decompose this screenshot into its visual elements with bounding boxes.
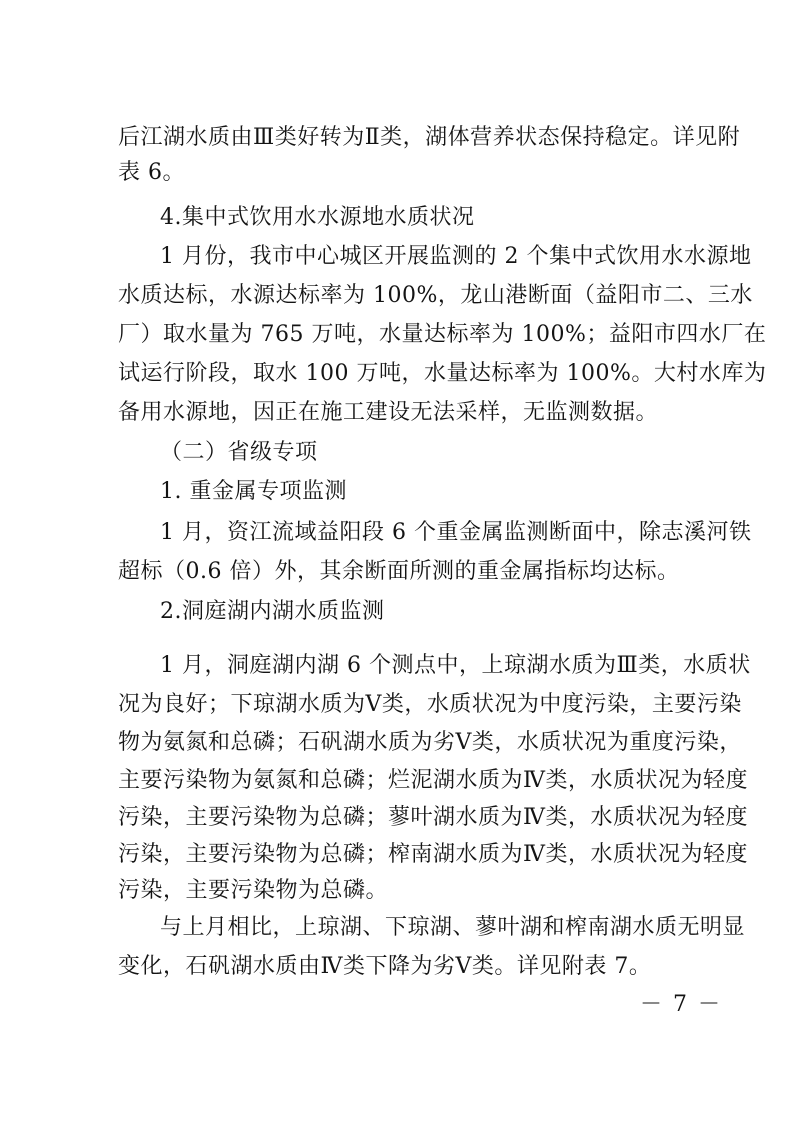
text-line: 超标（0.6 倍）外，其余断面所测的重金属指标均达标。 bbox=[118, 559, 680, 584]
text-line: 1 月，洞庭湖内湖 6 个测点中，上琼湖水质为Ⅲ类，水质状 bbox=[160, 653, 751, 678]
text-line: 物为氨氮和总磷；石矾湖水质为劣Ⅴ类，水质状况为重度污染， bbox=[118, 730, 742, 755]
page-number: － 7 － bbox=[640, 992, 722, 1017]
section-heading: 1. 重金属专项监测 bbox=[160, 479, 347, 504]
text-line: 1 月，资江流域益阳段 6 个重金属监测断面中，除志溪河铁 bbox=[160, 520, 752, 545]
section-heading: 2.洞庭湖内湖水质监测 bbox=[160, 599, 385, 624]
section-heading: （二）省级专项 bbox=[160, 440, 318, 465]
text-line: 污染，主要污染物为总磷；蓼叶湖水质为Ⅳ类，水质状况为轻度 bbox=[118, 805, 748, 830]
text-line: 变化，石矾湖水质由Ⅳ类下降为劣Ⅴ类。详见附表 7。 bbox=[118, 954, 652, 979]
text-line: 试运行阶段，取水 100 万吨，水量达标率为 100%。大村水库为 bbox=[118, 361, 767, 386]
text-line: 厂）取水量为 765 万吨，水量达标率为 100%；益阳市四水厂在 bbox=[118, 322, 767, 347]
text-line: 表 6。 bbox=[118, 160, 185, 185]
text-line: 水质达标，水源达标率为 100%，龙山港断面（益阳市二、三水 bbox=[118, 283, 753, 308]
text-line: 污染，主要污染物为总磷。 bbox=[118, 878, 389, 903]
text-line: 况为良好；下琼湖水质为Ⅴ类，水质状况为中度污染，主要污染 bbox=[118, 692, 742, 717]
text-line: 污染，主要污染物为总磷；榨南湖水质为Ⅳ类，水质状况为轻度 bbox=[118, 842, 748, 867]
section-heading: 4.集中式饮用水水源地水质状况 bbox=[160, 205, 475, 230]
text-line: 1 月份，我市中心城区开展监测的 2 个集中式饮用水水源地 bbox=[160, 244, 752, 269]
text-line: 与上月相比，上琼湖、下琼湖、蓼叶湖和榨南湖水质无明显 bbox=[160, 915, 746, 940]
text-line: 备用水源地，因正在施工建设无法采样，无监测数据。 bbox=[118, 400, 659, 425]
text-line: 后江湖水质由Ⅲ类好转为Ⅱ类，湖体营养状态保持稳定。详见附 bbox=[118, 125, 741, 150]
text-line: 主要污染物为氨氮和总磷；烂泥湖水质为Ⅳ类，水质状况为轻度 bbox=[118, 768, 748, 793]
